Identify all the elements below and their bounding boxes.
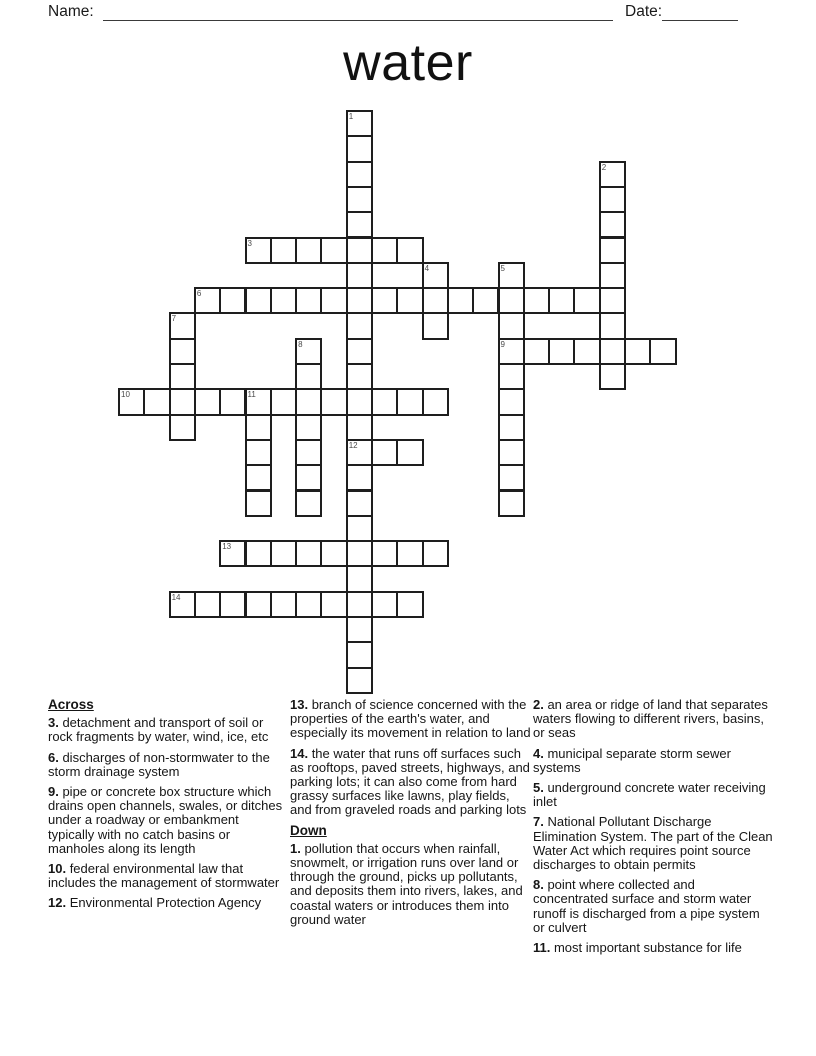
grid-cell[interactable] <box>295 388 322 415</box>
grid-cell[interactable] <box>523 287 550 314</box>
grid-cell[interactable] <box>346 312 373 339</box>
grid-cell[interactable] <box>346 287 373 314</box>
clue-number: 5. <box>533 780 544 796</box>
clue-number: 2. <box>533 697 544 712</box>
page-title: water <box>343 34 473 92</box>
grid-cell[interactable] <box>295 490 322 517</box>
grid-cell[interactable] <box>143 388 170 415</box>
clue-number: 11. <box>533 940 551 956</box>
grid-cell[interactable] <box>498 388 525 415</box>
grid-cell[interactable] <box>169 312 196 339</box>
grid-cell[interactable] <box>447 287 474 314</box>
grid-cell[interactable] <box>371 237 398 264</box>
grid-cell[interactable] <box>346 338 373 365</box>
grid-cell[interactable] <box>346 616 373 643</box>
clue-number: 7. <box>533 814 544 830</box>
grid-cell[interactable] <box>295 591 322 618</box>
clue: 13. branch of science concerned with the properties of the earth's water, and especially its movement in relation to land <box>290 697 531 741</box>
grid-cell[interactable] <box>422 262 449 289</box>
grid-cell[interactable] <box>219 591 246 618</box>
grid-cell[interactable] <box>169 363 196 390</box>
clue: 11. most important substance for life <box>533 940 742 956</box>
grid-cell[interactable] <box>523 338 550 365</box>
grid-cell[interactable] <box>169 338 196 365</box>
grid-cell[interactable] <box>346 490 373 517</box>
grid-cell[interactable] <box>599 312 626 339</box>
grid-cell[interactable] <box>396 439 423 466</box>
grid-cell[interactable] <box>599 287 626 314</box>
grid-cell[interactable] <box>245 490 272 517</box>
clue-number: 13. <box>290 697 309 712</box>
grid-cell[interactable] <box>346 186 373 213</box>
clue: 2. an area or ridge of land that separates waters flowing to different rivers, basins, or seas <box>533 697 768 741</box>
grid-cell[interactable] <box>245 464 272 491</box>
cell-number: 6 <box>196 289 202 299</box>
grid-cell[interactable] <box>371 439 398 466</box>
clue: 12. Environmental Protection Agency <box>48 895 262 911</box>
grid-cell[interactable] <box>295 439 322 466</box>
grid-cell[interactable] <box>371 591 398 618</box>
grid-cell[interactable] <box>422 312 449 339</box>
grid-cell[interactable] <box>245 439 272 466</box>
cell-number: 2 <box>601 162 607 172</box>
grid-cell[interactable] <box>346 414 373 441</box>
grid-cell[interactable] <box>599 338 626 365</box>
grid-cell[interactable] <box>599 237 626 264</box>
clue-number: 3. <box>48 715 59 731</box>
clue: 6. discharges of non-stormwater to the storm drainage system <box>48 749 270 779</box>
clue-number: 4. <box>533 745 544 761</box>
grid-cell[interactable] <box>472 287 499 314</box>
clue-column-3 <box>533 698 773 961</box>
grid-cell[interactable] <box>270 237 297 264</box>
grid-cell[interactable] <box>422 540 449 567</box>
grid-cell[interactable] <box>320 591 347 618</box>
grid-cell[interactable] <box>270 540 297 567</box>
grid-cell[interactable] <box>498 262 525 289</box>
grid-cell[interactable] <box>548 338 575 365</box>
grid-cell[interactable] <box>422 388 449 415</box>
grid-cell[interactable] <box>396 591 423 618</box>
clue: 5. underground concrete water receiving inlet <box>533 780 766 810</box>
grid-cell[interactable] <box>599 186 626 213</box>
cell-number: 5 <box>500 263 505 273</box>
grid-cell[interactable] <box>498 490 525 517</box>
grid-cell[interactable] <box>346 540 373 567</box>
grid-cell[interactable] <box>270 388 297 415</box>
clue-number: 8. <box>533 877 544 893</box>
grid-cell[interactable] <box>320 540 347 567</box>
clue-number: 14. <box>290 745 309 761</box>
grid-cell[interactable] <box>346 591 373 618</box>
clue: 7. National Pollutant Discharge Elimination System. The part of the Clean Water Act which requires point source discharges to obtain permits <box>533 814 773 873</box>
grid-cell[interactable] <box>245 237 272 264</box>
grid-cell[interactable] <box>245 414 272 441</box>
grid-cell[interactable] <box>320 388 347 415</box>
grid-cell[interactable] <box>118 388 145 415</box>
clue-number: 1. <box>290 840 301 856</box>
grid-cell[interactable] <box>295 540 322 567</box>
grid-cell[interactable] <box>396 287 423 314</box>
grid-cell[interactable] <box>295 464 322 491</box>
grid-cell[interactable] <box>245 540 272 567</box>
grid-cell[interactable] <box>346 363 373 390</box>
grid-cell[interactable] <box>599 262 626 289</box>
cell-number: 4 <box>424 263 430 273</box>
grid-cell[interactable] <box>371 287 398 314</box>
grid-cell[interactable] <box>396 540 423 567</box>
grid-cell[interactable] <box>346 161 373 188</box>
grid-cell[interactable] <box>346 565 373 592</box>
grid-cell[interactable] <box>396 237 423 264</box>
clue: 14. the water that runs off surfaces such as rooftops, paved streets, highways, and parking lots; it can also come from hard grassy surfaces like lawns, play fields, and from graveled roads and parking lots <box>290 745 530 818</box>
clue-section-header: Down <box>290 822 327 838</box>
cell-number: 8 <box>298 339 303 349</box>
grid-cell[interactable] <box>624 338 651 365</box>
grid-cell[interactable] <box>169 388 196 415</box>
grid-cell[interactable] <box>498 287 525 314</box>
grid-cell[interactable] <box>599 211 626 238</box>
cell-number: 10 <box>121 390 130 400</box>
grid-cell[interactable] <box>649 338 676 365</box>
grid-cell[interactable] <box>346 667 373 694</box>
grid-cell[interactable] <box>498 464 525 491</box>
grid-cell[interactable] <box>346 515 373 542</box>
grid-cell[interactable] <box>371 540 398 567</box>
grid-cell[interactable] <box>194 388 221 415</box>
grid-cell[interactable] <box>295 338 322 365</box>
clue-column-2 <box>290 698 533 933</box>
grid-cell[interactable] <box>295 414 322 441</box>
clue-number: 12. <box>48 895 67 911</box>
cell-number: 13 <box>222 542 232 552</box>
cell-number: 1 <box>348 112 354 121</box>
grid-cell[interactable] <box>219 287 246 314</box>
grid-cell[interactable] <box>295 287 322 314</box>
grid-cell[interactable] <box>270 591 297 618</box>
grid-cell[interactable] <box>169 414 196 441</box>
cell-number: 14 <box>171 592 181 602</box>
clue: 1. pollution that occurs when rainfall, snowmelt, or irrigation runs over land or through the ground, picks up pollutants, and deposits them into rivers, lakes, and coastal waters or introduces them into ground water <box>290 840 523 927</box>
grid-cell[interactable] <box>245 591 272 618</box>
clue-number: 10. <box>48 861 67 877</box>
grid-cell[interactable] <box>219 540 246 567</box>
grid-cell[interactable] <box>346 439 373 466</box>
grid-cell[interactable] <box>320 237 347 264</box>
clue: 10. federal environmental law that includes the management of stormwater <box>48 861 280 891</box>
date-label: Date: <box>625 3 663 20</box>
grid-cell[interactable] <box>498 414 525 441</box>
grid-cell[interactable] <box>346 237 373 264</box>
grid-cell[interactable] <box>599 363 626 390</box>
grid-cell[interactable] <box>320 287 347 314</box>
grid-cell[interactable] <box>346 464 373 491</box>
clue: 8. point where collected and concentrated surface and storm water runoff is discharged from a pipe system or culvert <box>533 877 760 935</box>
clue: 4. municipal separate storm sewer systems <box>533 745 731 775</box>
grid-cell[interactable] <box>245 388 272 415</box>
grid-cell[interactable] <box>573 287 600 314</box>
date-input-line[interactable] <box>662 20 738 21</box>
grid-cell[interactable] <box>573 338 600 365</box>
grid-cell[interactable] <box>371 388 398 415</box>
grid-cell[interactable] <box>270 287 297 314</box>
grid-cell[interactable] <box>548 287 575 314</box>
clue-column-1 <box>48 698 288 917</box>
grid-cell[interactable] <box>498 439 525 466</box>
clue-number: 6. <box>48 749 59 765</box>
clue-section-header: Across <box>48 697 94 712</box>
grid-cell[interactable] <box>346 110 373 137</box>
grid-cell[interactable] <box>346 211 373 238</box>
grid-cell[interactable] <box>498 312 525 339</box>
clue: 9. pipe or concrete box structure which drains open channels, swales, or ditches under a roadway or embankment typically with no catch basins or manholes along its length <box>48 784 283 856</box>
clue: 3. detachment and transport of soil or rock fragments by water, wind, ice, etc <box>48 715 269 745</box>
cell-number: 12 <box>348 440 358 450</box>
grid-cell[interactable] <box>219 388 246 415</box>
grid-cell[interactable] <box>498 363 525 390</box>
cell-number: 11 <box>247 390 256 400</box>
grid-cell[interactable] <box>346 135 373 162</box>
grid-cell[interactable] <box>245 287 272 314</box>
name-input-line[interactable] <box>103 20 613 21</box>
name-label: Name: <box>48 3 94 20</box>
cell-number: 9 <box>500 339 505 349</box>
cell-number: 7 <box>171 314 177 324</box>
grid-cell[interactable] <box>295 363 322 390</box>
grid-cell[interactable] <box>498 338 525 365</box>
grid-cell[interactable] <box>346 641 373 668</box>
grid-cell[interactable] <box>346 388 373 415</box>
grid-cell[interactable] <box>599 161 626 188</box>
grid-cell[interactable] <box>194 287 221 314</box>
clue-number: 9. <box>48 784 59 800</box>
grid-cell[interactable] <box>346 262 373 289</box>
grid-cell[interactable] <box>169 591 196 618</box>
grid-cell[interactable] <box>396 388 423 415</box>
grid-cell[interactable] <box>295 237 322 264</box>
grid-cell[interactable] <box>194 591 221 618</box>
cell-number: 3 <box>247 238 252 248</box>
grid-cell[interactable] <box>422 287 449 314</box>
